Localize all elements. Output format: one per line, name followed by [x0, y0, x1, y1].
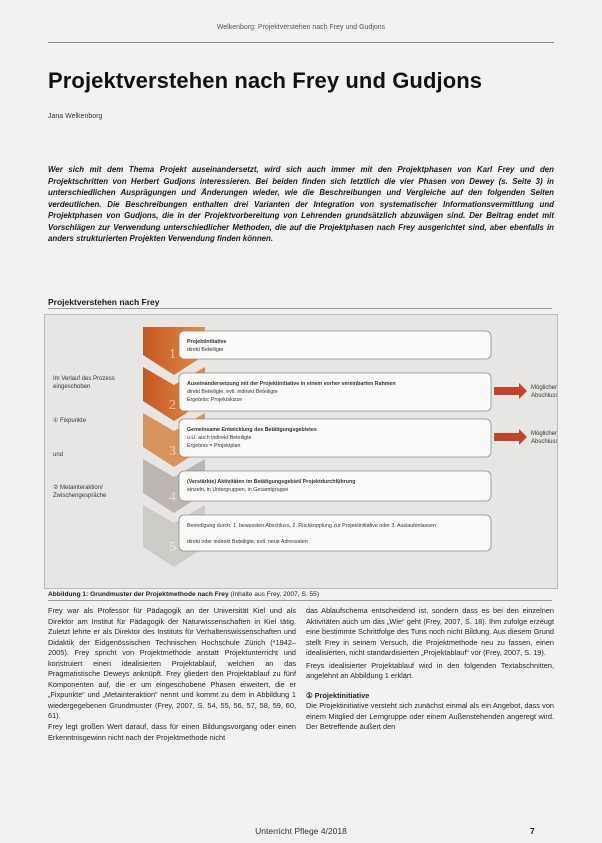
note-fixpunkte: ① Fixpunkte	[53, 418, 87, 424]
right-column-paragraph-1: das Ablaufschema entscheidend ist, sondern dass es bei den einzelnen Aktivitäten auch um das „Wie“ geht (Frey, 2007, S. 18). Ihm zufolge erzeugt eine bestimmte Schrittfolge des Tuns noch nicht Bildung. Aus diesem Grund stellt Frey in seinem Versuch, die Projektmethode neu zu fassen, einen idealisierten, nicht standardisierten „Projektablauf“ vor (Frey, 2007, S. 19).	[306, 606, 554, 658]
figure-process-diagram	[44, 314, 558, 589]
step-5-title: Beendigung durch: 1. bewussten Abschluss, 2. Rückkopplung zur Projektinitiative oder 3. Auslaufenlassen	[187, 523, 436, 529]
step-4-title: (Verstärkte) Aktivitäten im Betätigungsgebiet/ Projektdurchführung	[187, 479, 356, 485]
page-number: 7	[530, 826, 535, 836]
arrow-right-1	[494, 383, 557, 399]
section-title: Projektverstehen nach Frey	[48, 297, 160, 307]
note-intro-2: eingeschoben	[53, 384, 91, 390]
right-column-paragraph-2: Freys idealisierter Projektablauf wird in den folgenden Textabschnitten, angelehnt an Abbildung 1 erklärt.	[306, 660, 554, 681]
footer-journal: Unterricht Pflege 4/2018	[255, 826, 347, 836]
running-head: Welkenborg: Projektverstehen nach Frey und Gudjons	[216, 24, 386, 31]
step-3-line-2: Ergebnis = Projektplan	[187, 443, 241, 449]
subhead-projektinitiative: ① Projektinitiative	[306, 690, 370, 700]
note-abschluss-1b: Abschluss	[531, 393, 557, 399]
caption-label: Abbildung 1: Grundmuster der Projektmethode nach Frey	[48, 591, 229, 598]
left-notes	[53, 376, 115, 499]
caption-rule	[48, 600, 552, 601]
left-column-text: Frey war als Professor für Pädagogik an der Universität Kiel und als Direktor am Institut für Pädagogik der Naturwissenschaften in Kiel tätig. Zuletzt lehrte er als Direktor des Instituts für Verhaltenswissenschaften und Didaktik der Eidgenössischen Technischen Hochschule Zürich (*1942–2005). Frey spricht von Projektmethode anstatt Projektunterricht und konstruiert einen idealisierten Projektablauf, welchen an das Pragmatistische Deweys anknüpft. Frey gliedert den Projektablauf zu fünf Komponenten auf, die er um eingeschobene Phasen erweitert, die er „Fixpunkte“ und „Metainteraktion“ nennt und kommt zu dem in Abbildung 1 wiedergegebenen Grundmuster (Frey, 2007, S. 54, 55, 56, 57, 58, 59, 60, 61). Frey legt großen Wert darauf, dass für einen Bildungsvorgang oder einen Erkenntnisgewinn nicht nach der Projektmethode nicht	[48, 606, 296, 742]
step-2-line-2: Ergebnis: Projektskizze	[187, 397, 243, 403]
author-name: Jana Welkenborg	[48, 113, 103, 120]
note-meta-2: Zwischengespräche	[53, 493, 107, 499]
note-abschluss-2b: Abschluss	[531, 439, 557, 445]
step-1-title: Projektinitiative	[187, 339, 227, 345]
step-box-3	[179, 419, 491, 457]
step-3-line-1: u.U. auch indirekt Beteiligte	[187, 435, 252, 441]
arrow-right-2	[494, 429, 557, 445]
body-column-left	[48, 606, 296, 743]
note-abschluss-2a: Möglicher	[531, 431, 557, 437]
article-title: Projektverstehen nach Frey und Gudjons	[48, 68, 483, 93]
step-number-2: 2	[169, 398, 176, 413]
step-1-line-1: direkt Beteiligte	[187, 347, 224, 353]
right-column-paragraph-3: Die Projektinitiative versteht sich zunächst einmal als ein Angebot, dass von einem Mitglied der Lerngruppe oder einem Außenstehenden angeregt wird. Der Betreffende äußert den	[306, 701, 554, 732]
header-rule	[48, 42, 554, 43]
body-column-right	[306, 606, 554, 733]
step-box-2	[179, 373, 491, 411]
step-box-5	[179, 515, 491, 551]
step-number-4: 4	[169, 490, 176, 505]
caption-source: (Inhalte aus Frey, 2007, S. 55)	[228, 591, 320, 598]
step-number-5: 5	[169, 540, 176, 555]
process-diagram-svg	[45, 315, 557, 588]
note-abschluss-1a: Möglicher	[531, 385, 557, 391]
figure-caption	[48, 591, 319, 598]
step-3-title: Gemeinsame Entwicklung des Betätigungsgebietes	[187, 427, 317, 433]
step-2-title: Auseinandersetzung mit der Projektinitiative in einem vorher vereinbarten Rahmen	[187, 381, 396, 387]
step-number-3: 3	[169, 444, 176, 459]
step-5-line-1: direkt oder indirekt Beteiligte, evtl. neue Adressaten	[187, 539, 308, 545]
step-2-line-1: direkt Beteiligte, evtl. indirekt Beteiligte	[187, 389, 278, 395]
step-box-4	[179, 471, 491, 501]
abstract: Wer sich mit dem Thema Projekt auseinandersetzt, wird sich auch immer mit den Projektphasen von Karl Frey und den Projektschritten von Herbert Gudjons interessieren. Bei beiden finden sich letztlich die vier Phasen von Dewey (s. Seite 3) in unterschiedlichen Ausprägungen und Änderungen wieder, wie die Beschreibungen und Vergleiche auf den folgenden Seiten verdeutlichen. Die Beschreibungen enthalten drei Varianten der Integration von systematischer Informationsvermittlung und Projektphasen von Gudjons, die in der Projektvorbereitung von Lehrenden grundsätzlich abzuwägen sind. Der Beitrag endet mit Vorschlägen zur Verwendung unterschiedlicher Methoden, die auf die Projektphasen nach Frey ausgerichtet sind, aber ebenfalls in anders strukturierten Projekten Verwendung finden können.	[48, 165, 554, 244]
note-und: und	[53, 452, 64, 458]
section-rule	[48, 308, 552, 309]
note-intro-1: Im Verlauf des Prozess	[53, 376, 115, 382]
step-box-1	[179, 331, 491, 359]
step-4-line-1: einzeln, in Untergruppen, in Gesamtgruppe	[187, 487, 289, 493]
step-number-1: 1	[169, 347, 176, 362]
note-meta-1: ② Metainteraktion/	[53, 485, 103, 491]
